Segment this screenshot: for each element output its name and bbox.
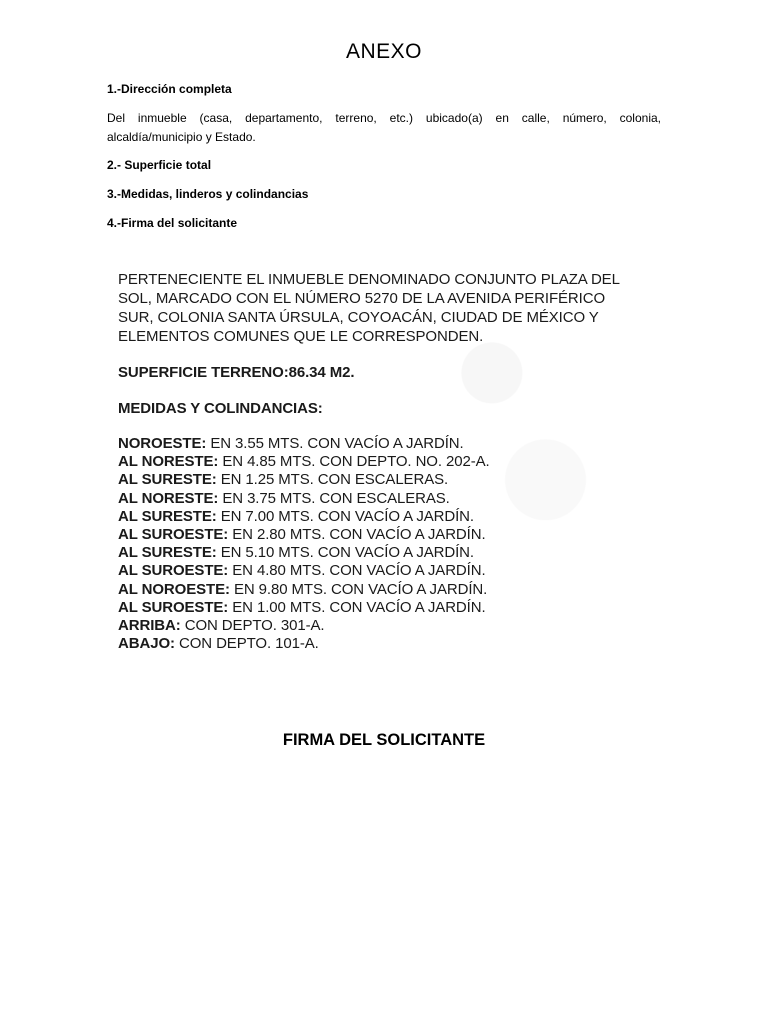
colindancia-direction: NOROESTE:: [118, 435, 207, 452]
item-address-heading: 1.-Dirección completa: [107, 82, 232, 96]
item-signature-heading: 4.-Firma del solicitante: [107, 216, 238, 230]
scan-intro-line: PERTENECIENTE EL INMUEBLE DENOMINADO CONJUNTO PLAZA DEL: [118, 271, 620, 288]
colindancia-direction: ABAJO:: [118, 635, 175, 653]
colindancia-direction: AL NORESTE:: [118, 453, 219, 471]
colindancia-description: EN 3.55 MTS. CON VACÍO A JARDÍN.: [206, 435, 464, 452]
colindancia-direction: AL SUROESTE:: [118, 562, 229, 580]
scan-medidas-heading: MEDIDAS Y COLINDANCIAS:: [118, 400, 323, 417]
signature-label: FIRMA DEL SOLICITANTE: [282, 731, 486, 749]
scanned-property-description: [106, 262, 642, 658]
colindancia-line: [118, 581, 487, 598]
colindancia-line: [118, 526, 486, 543]
colindancia-line: [118, 617, 324, 634]
scan-intro-line: ELEMENTOS COMUNES QUE LE CORRESPONDEN.: [118, 328, 484, 345]
colindancia-line: [118, 635, 319, 652]
item-address-description: Del inmueble (casa, departamento, terreno, etc.) ubicado(a) en calle, número, colonia, alcaldía/municipio y Estado.: [107, 111, 661, 144]
colindancia-description: EN 9.80 MTS. CON VACÍO A JARDÍN.: [229, 580, 488, 598]
colindancia-description: EN 4.85 MTS. CON DEPTO. NO. 202-A.: [218, 453, 490, 471]
colindancia-description: EN 2.80 MTS. CON VACÍO A JARDÍN.: [228, 526, 486, 543]
item-measures-heading: 3.-Medidas, linderos y colindancias: [107, 187, 309, 201]
item-surface-heading: 2.- Superficie total: [107, 158, 212, 172]
colindancia-line: [118, 562, 486, 579]
colindancia-description: EN 1.25 MTS. CON ESCALERAS.: [216, 471, 449, 489]
colindancia-direction: AL SUROESTE:: [118, 598, 229, 616]
colindancia-direction: AL NORESTE:: [118, 489, 219, 507]
colindancia-line: [118, 471, 448, 488]
scan-intro-line: SUR, COLONIA SANTA ÚRSULA, COYOACÁN, CIUDAD DE MÉXICO Y: [118, 309, 599, 326]
colindancia-direction: AL SURESTE:: [118, 544, 217, 562]
colindancia-line: [118, 544, 474, 561]
colindancia-description: EN 4.80 MTS. CON VACÍO A JARDÍN.: [228, 562, 486, 580]
colindancia-line: [118, 508, 474, 525]
colindancia-description: EN 3.75 MTS. CON ESCALERAS.: [218, 489, 450, 507]
colindancia-line: [118, 453, 490, 470]
page-title: ANEXO: [345, 40, 423, 63]
colindancia-description: CON DEPTO. 101-A.: [174, 635, 319, 653]
colindancia-description: EN 1.00 MTS. CON VACÍO A JARDÍN.: [228, 598, 486, 616]
colindancia-description: CON DEPTO. 301-A.: [180, 617, 325, 634]
colindancia-line: [118, 599, 486, 616]
scan-superficie: SUPERFICIE TERRENO:86.34 M2.: [118, 364, 355, 381]
colindancia-direction: ARRIBA:: [118, 617, 181, 634]
colindancia-description: EN 7.00 MTS. CON VACÍO A JARDÍN.: [216, 507, 474, 525]
colindancia-direction: AL SUROESTE:: [118, 526, 229, 543]
scan-intro-line: SOL, MARCADO CON EL NÚMERO 5270 DE LA AVENIDA PERIFÉRICO: [118, 290, 606, 307]
colindancia-direction: AL NOROESTE:: [118, 580, 230, 598]
colindancia-direction: AL SURESTE:: [118, 471, 217, 489]
colindancia-description: EN 5.10 MTS. CON VACÍO A JARDÍN.: [216, 544, 474, 562]
colindancia-direction: AL SURESTE:: [118, 507, 217, 525]
colindancia-line: [118, 435, 464, 452]
colindancia-line: [118, 490, 450, 507]
